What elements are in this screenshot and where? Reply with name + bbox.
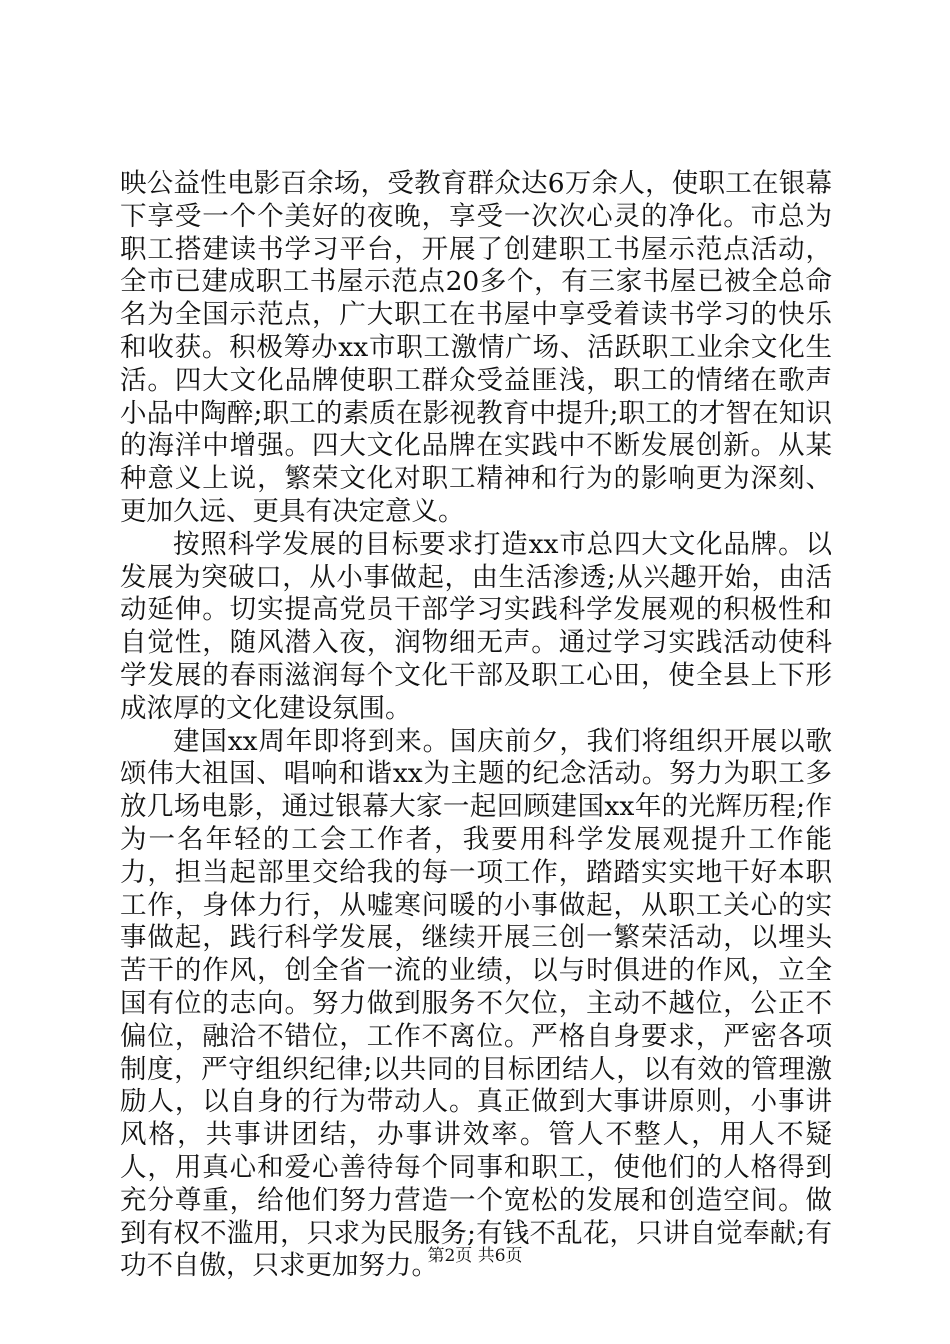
document-body <box>120 168 832 1283</box>
page-footer: 第2页 共6页 <box>427 1246 523 1266</box>
paragraph-continued: 映公益性电影百余场，受教育群众达6万余人，使职工在银幕下享受一个个美好的夜晚，享受一次次心灵的净化。市总为职工搭建读书学习平台，开展了创建职工书屋示范点活动，全市已建成职工书屋示范点20多个，有三家书屋已被全总命名为全国示范点，广大职工在书屋中享受着读书学习的快乐和收获。积极筹办xx市职工激情广场、活跃职工业余文化生活。四大文化品牌使职工群众受益匪浅，职工的情绪在歌声小品中陶醉;职工的素质在影视教育中提升;职工的才智在知识的海洋中增强。四大文化品牌在实践中不断发展创新。从某种意义上说，繁荣文化对职工精神和行为的影响更为深刻、更加久远、更具有决定意义。 <box>120 168 832 527</box>
paragraph-brand-building: 按照科学发展的目标要求打造xx市总四大文化品牌。以发展为突破口，从小事做起，由生活渗透;从兴趣开始，由活动延伸。切实提高党员干部学习实践科学发展观的积极性和自觉性，随风潜入夜，润物细无声。通过学习实践活动使科学发展的春雨滋润每个文化干部及职工心田，使全县上下形成浓厚的文化建设氛围。 <box>120 528 832 724</box>
paragraph-anniversary: 建国xx周年即将到来。国庆前夕，我们将组织开展以歌颂伟大祖国、唱响和谐xx为主题的纪念活动。努力为职工多放几场电影，通过银幕大家一起回顾建国xx年的光辉历程;作为一名年轻的工会工作者，我要用科学发展观提升工作能力，担当起部里交给我的每一项工作，踏踏实实地干好本职工作，身体力行，从嘘寒问暖的小事做起，从职工关心的实事做起，践行科学发展，继续开展三创一繁荣活动，以埋头苦干的作风，创全省一流的业绩，以与时俱进的作风，立全国有位的志向。努力做到服务不欠位，主动不越位，公正不偏位，融洽不错位，工作不离位。严格自身要求，严密各项制度，严守组织纪律;以共同的目标团结人，以有效的管理激励人，以自身的行为带动人。真正做到大事讲原则，小事讲风格，共事讲团结，办事讲效率。管人不整人，用人不疑人，用真心和爱心善待每个同事和职工，使他们的人格得到充分尊重，给他们努力营造一个宽松的发展和创造空间。做到有权不滥用，只求为民服务;有钱不乱花，只讲自觉奉献;有功不自傲，只求更加努力。 <box>120 725 832 1282</box>
